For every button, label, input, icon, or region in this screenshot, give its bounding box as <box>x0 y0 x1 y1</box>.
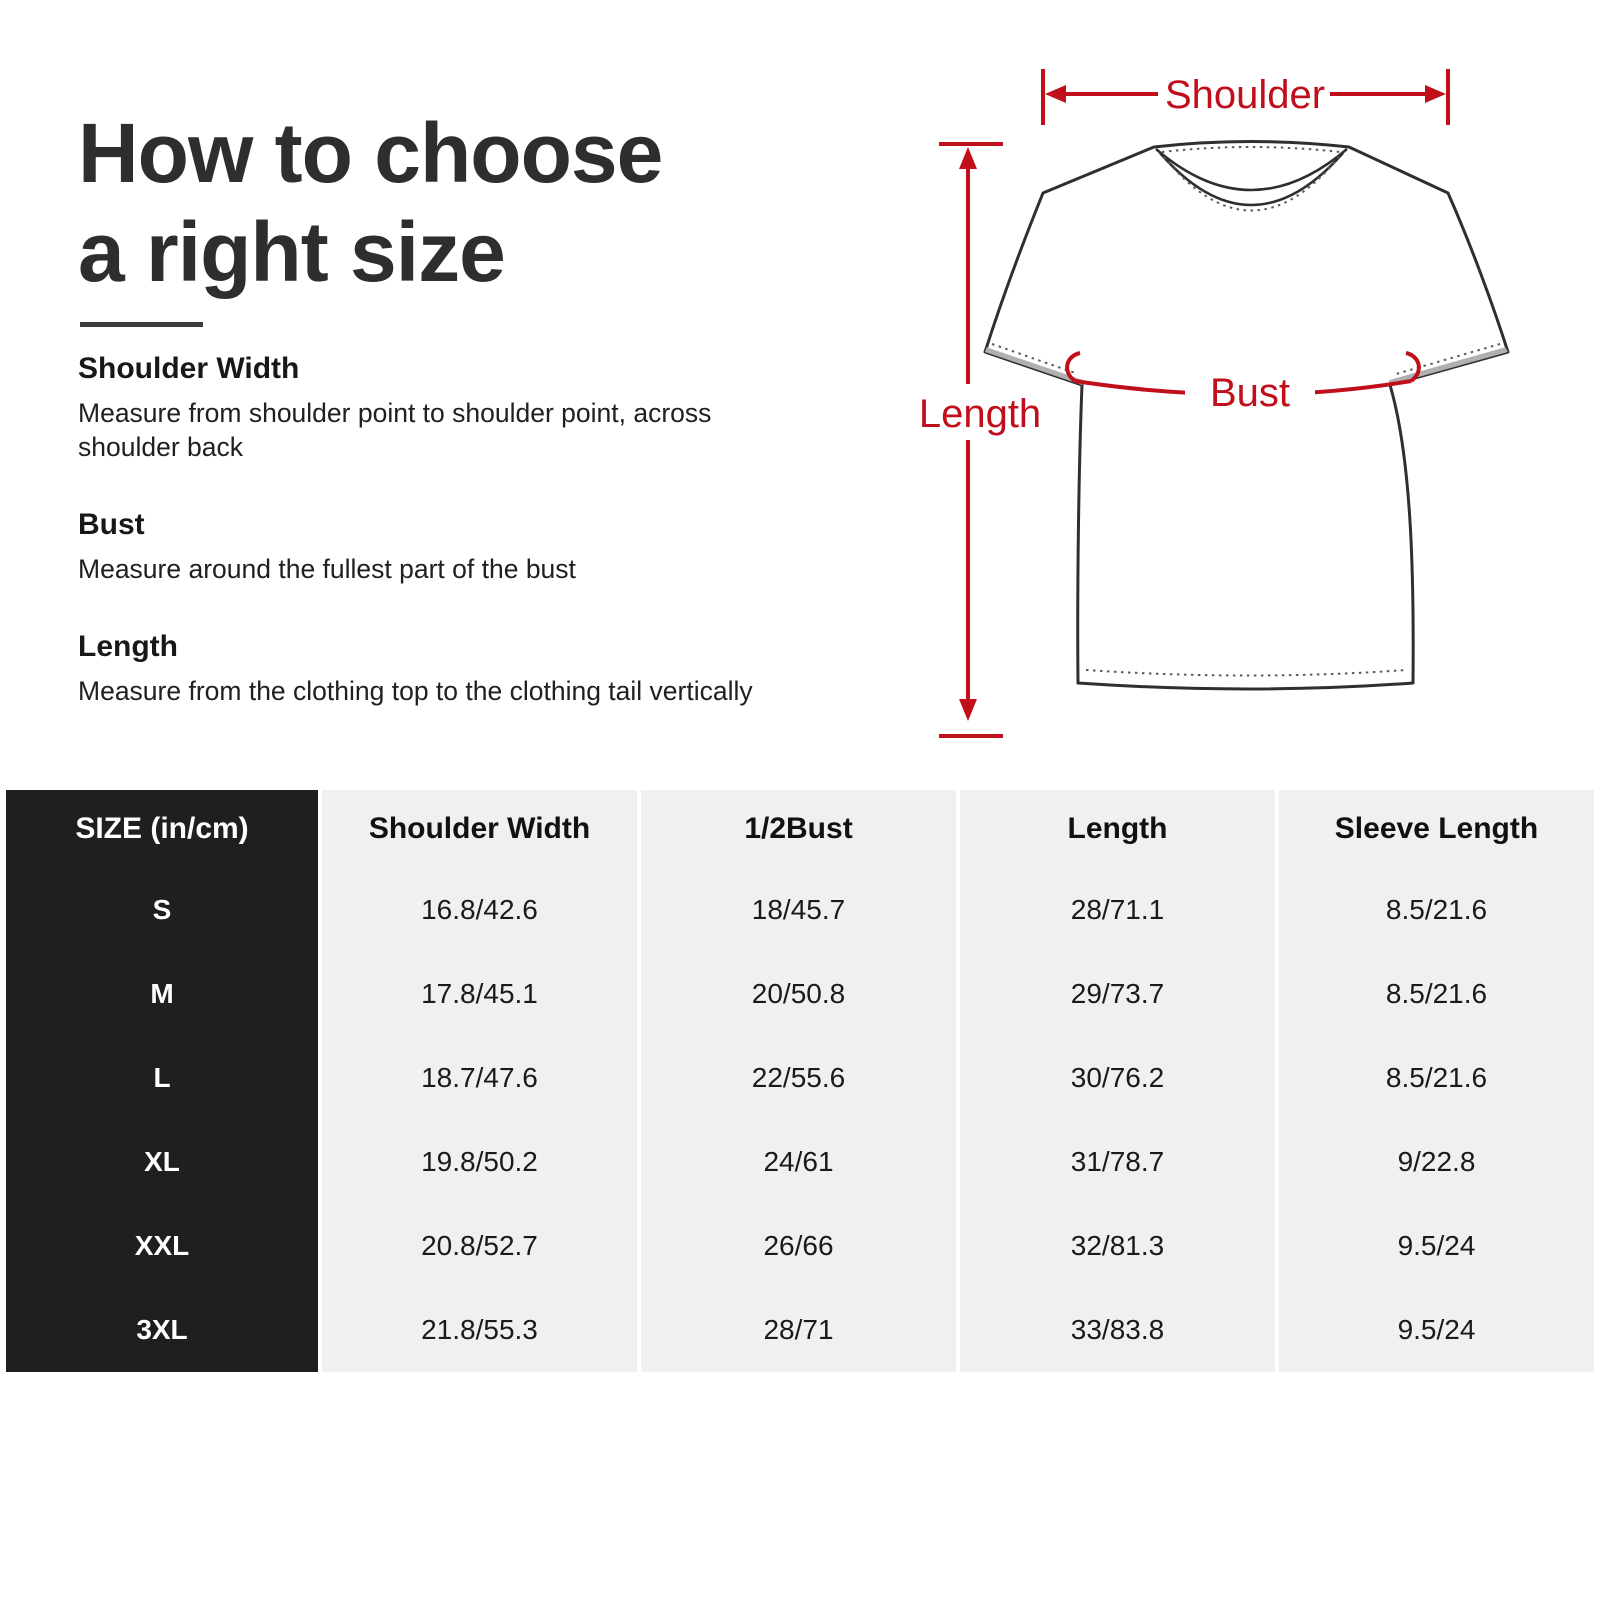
size-cell-3xl: 3XL <box>6 1288 318 1372</box>
table-cell: 9.5/24 <box>1279 1204 1594 1288</box>
table-cell: 20.8/52.7 <box>322 1204 637 1288</box>
table-cell: 29/73.7 <box>960 952 1275 1036</box>
table-cell: 9/22.8 <box>1279 1120 1594 1204</box>
page-title <box>78 104 662 302</box>
table-cell: 24/61 <box>641 1120 956 1204</box>
instruction-heading-bust: Bust <box>78 508 145 541</box>
col-header-length: Length <box>960 790 1275 868</box>
table-cell: 17.8/45.1 <box>322 952 637 1036</box>
col-header-size: SIZE (in/cm) <box>6 790 318 868</box>
shoulder-label: Shoulder <box>1164 73 1326 117</box>
table-cell: 16.8/42.6 <box>322 868 637 952</box>
shoulder-arrowhead-left <box>1045 85 1066 103</box>
length-annotation <box>918 144 1042 736</box>
size-cell-m: M <box>6 952 318 1036</box>
size-cell-xxl: XXL <box>6 1204 318 1288</box>
table-cell: 28/71 <box>641 1288 956 1372</box>
table-cell: 19.8/50.2 <box>322 1120 637 1204</box>
instruction-heading-length: Length <box>78 630 178 663</box>
length-label: Length <box>918 392 1042 436</box>
table-cell: 8.5/21.6 <box>1279 1036 1594 1120</box>
size-cell-s: S <box>6 868 318 952</box>
tshirt-measurement-diagram <box>900 40 1540 740</box>
table-cell: 18.7/47.6 <box>322 1036 637 1120</box>
table-cell: 30/76.2 <box>960 1036 1275 1120</box>
table-cell: 9.5/24 <box>1279 1288 1594 1372</box>
instruction-body-length: Measure from the clothing top to the clothing tail vertically <box>78 676 753 706</box>
page-title-line1: How to choose <box>78 106 663 200</box>
page-title-line2: a right size <box>78 205 505 299</box>
shoulder-arrowhead-right <box>1425 85 1446 103</box>
measuring-instructions <box>78 352 783 752</box>
instruction-body-bust: Measure around the fullest part of the bust <box>78 554 576 584</box>
length-arrowhead-down <box>959 699 977 721</box>
bust-label: Bust <box>1209 371 1291 415</box>
col-header-shoulder-width: Shoulder Width <box>322 790 637 868</box>
table-cell: 33/83.8 <box>960 1288 1275 1372</box>
size-table <box>6 790 1594 1372</box>
shoulder-annotation <box>1043 69 1448 125</box>
table-cell: 31/78.7 <box>960 1120 1275 1204</box>
size-cell-l: L <box>6 1036 318 1120</box>
table-cell: 26/66 <box>641 1204 956 1288</box>
length-arrowhead-up <box>959 147 977 169</box>
table-cell: 32/81.3 <box>960 1204 1275 1288</box>
tshirt-outline <box>985 142 1508 690</box>
table-cell: 8.5/21.6 <box>1279 868 1594 952</box>
instruction-heading-shoulder-width: Shoulder Width <box>78 352 300 385</box>
instruction-body-shoulder-width: Measure from shoulder point to shoulder point, across shoulder back <box>78 398 712 462</box>
col-header-sleeve-length: Sleeve Length <box>1279 790 1594 868</box>
table-cell: 21.8/55.3 <box>322 1288 637 1372</box>
table-cell: 20/50.8 <box>641 952 956 1036</box>
table-cell: 18/45.7 <box>641 868 956 952</box>
col-header-half-bust: 1/2Bust <box>641 790 956 868</box>
table-cell: 22/55.6 <box>641 1036 956 1120</box>
title-underline <box>80 322 203 327</box>
size-cell-xl: XL <box>6 1120 318 1204</box>
table-cell: 28/71.1 <box>960 868 1275 952</box>
tshirt-diagram-svg <box>900 40 1540 740</box>
table-cell: 8.5/21.6 <box>1279 952 1594 1036</box>
